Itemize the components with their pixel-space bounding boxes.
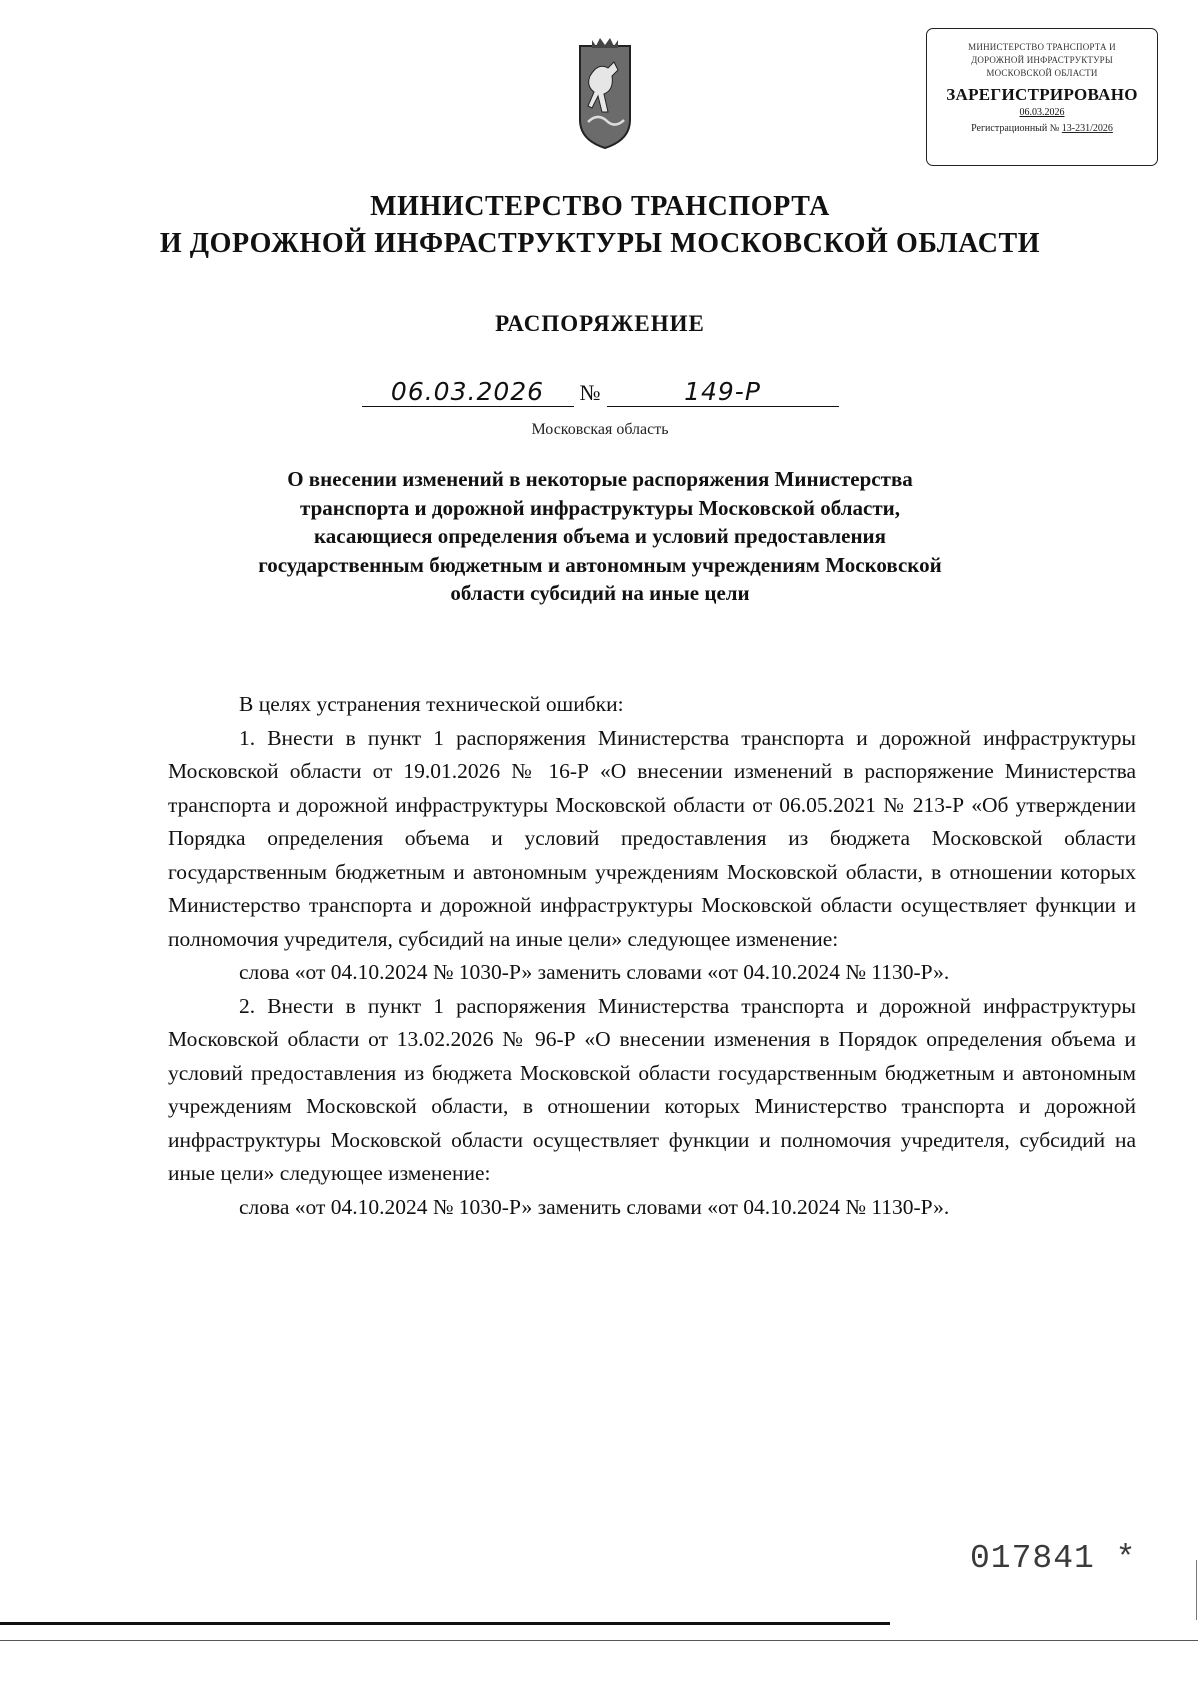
bottom-rule-thin xyxy=(0,1640,1198,1641)
document-subject xyxy=(180,465,1020,608)
bottom-rule-thick xyxy=(0,1622,890,1625)
body-item-1: 1. Внести в пункт 1 распоряжения Министерства транспорта и дорожной инфраструктуры Московской области от 19.01.2026 № 16-Р «О внесении изменений в распоряжение Министерства транспорта и дорожной инфраструктуры Московской области от 06.05.2021 № 213-Р «Об утверждении Порядка определения объема и условий предоставления из бюджета Московской области государственным бюджетным и автономным учреждениям Московской области, в отношении которых Министерство транспорта и дорожной инфраструктуры Московской области осуществляет функции и полномочия учредителя, субсидий на иные цели» следующее изменение: xyxy=(168,725,1136,951)
document-body xyxy=(168,688,1136,1224)
registration-stamp xyxy=(926,28,1158,166)
handwritten-date: 06.03.2026 xyxy=(362,378,574,407)
body-item-1-change: слова «от 04.10.2024 № 1030-Р» заменить словами «от 04.10.2024 № 1130-Р». xyxy=(239,960,950,984)
stamp-reg-label: Регистрационный № xyxy=(971,123,1060,134)
coat-of-arms-emblem xyxy=(574,36,636,154)
stamp-reg-number-line xyxy=(927,123,1157,134)
subject-line-2: транспорта и дорожной инфраструктуры Московской области, xyxy=(300,495,900,520)
subject-line-5: области субсидий на иные цели xyxy=(450,581,750,606)
subject-line-1: О внесении изменений в некоторые распоряжения Министерства xyxy=(287,467,913,491)
ministry-title-line-1: МИНИСТЕРСТВО ТРАНСПОРТА xyxy=(370,191,830,222)
body-item-2: 2. Внести в пункт 1 распоряжения Министерства транспорта и дорожной инфраструктуры Московской области от 13.02.2026 № 96-Р «О внесении изменения в Порядок определения объема и условий предоставления из бюджета Московской области государственным бюджетным и автономным учреждениям Московской области, в отношении которых Министерство транспорта и дорожной инфраструктуры Московской области осуществляет функции и полномочия учредителя, субсидий на иные цели» следующее изменение: xyxy=(168,993,1136,1185)
scan-edge-mark xyxy=(1196,1560,1197,1620)
date-number-line xyxy=(0,378,1200,407)
stamp-org-line-3: МОСКОВСКОЙ ОБЛАСТИ xyxy=(986,68,1098,78)
stamp-date: 06.03.2026 xyxy=(1019,107,1065,118)
serial-number: 017841 * xyxy=(970,1540,1137,1577)
place-label: Московская область xyxy=(531,421,669,438)
body-intro: В целях устранения технической ошибки: xyxy=(239,692,624,716)
number-sign: № xyxy=(579,380,601,405)
stamp-org-line-2: ДОРОЖНОЙ ИНФРАСТРУКТУРЫ xyxy=(971,55,1113,65)
stamp-status: ЗАРЕГИСТРИРОВАНО xyxy=(946,85,1138,104)
subject-line-3: касающиеся определения объема и условий предоставления xyxy=(313,524,886,549)
stamp-reg-number: 13-231/2026 xyxy=(1061,123,1113,134)
ministry-title-line-2: И ДОРОЖНОЙ ИНФРАСТРУКТУРЫ МОСКОВСКОЙ ОБЛАСТИ xyxy=(159,228,1041,259)
ministry-title xyxy=(0,188,1200,262)
body-item-2-change: слова «от 04.10.2024 № 1030-Р» заменить словами «от 04.10.2024 № 1130-Р». xyxy=(239,1194,950,1219)
handwritten-number: 149-Р xyxy=(607,378,839,407)
subject-line-4: государственным бюджетным и автономным учреждениям Московской xyxy=(258,552,942,577)
document-type: РАСПОРЯЖЕНИЕ xyxy=(495,311,705,336)
stamp-org-line-1: МИНИСТЕРСТВО ТРАНСПОРТА И xyxy=(968,42,1116,52)
